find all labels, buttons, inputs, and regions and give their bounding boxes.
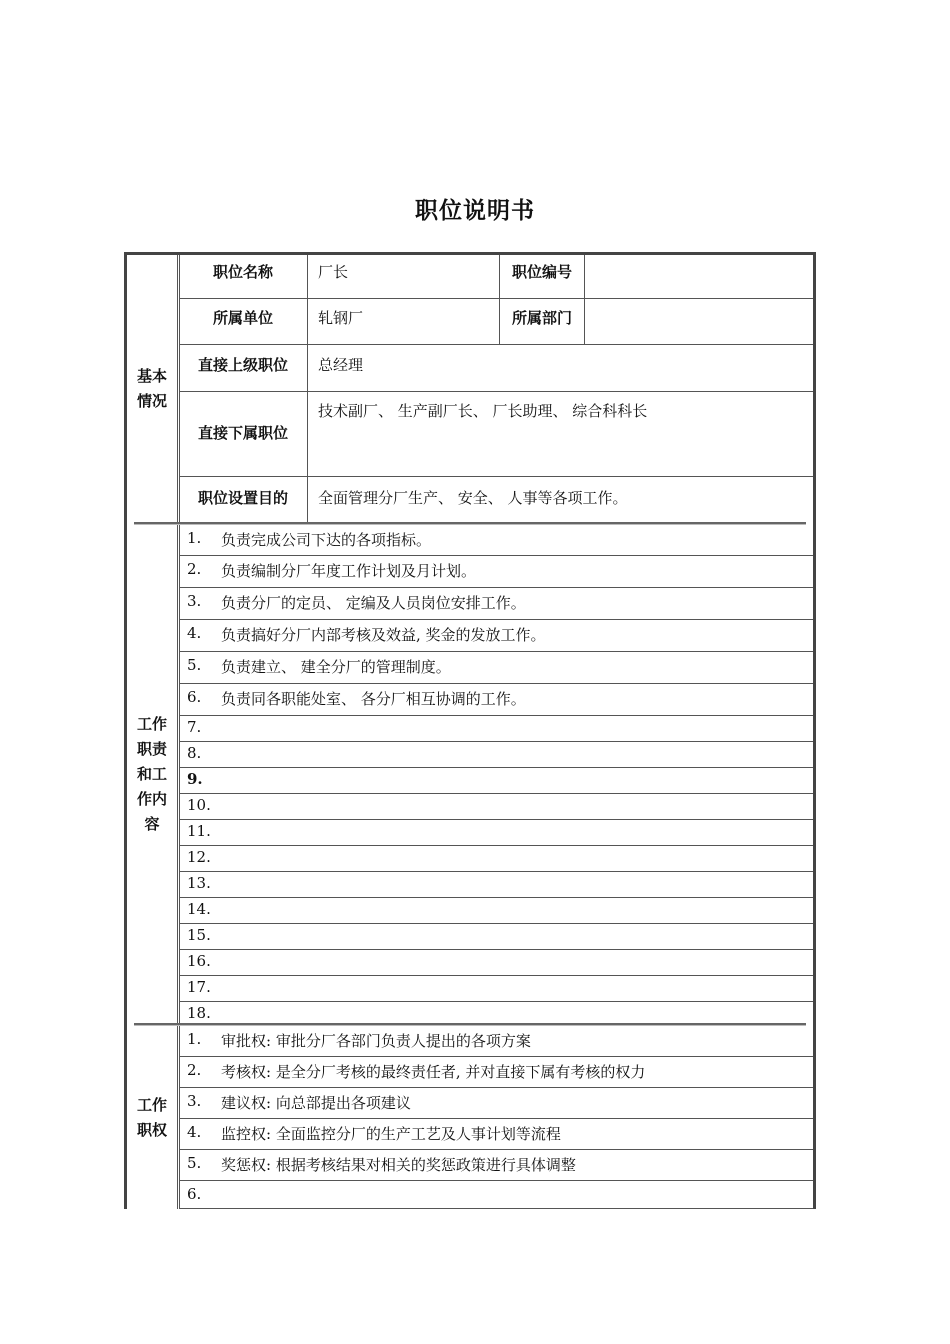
- authority-text: 考核权: 是全分厂考核的最终责任者, 并对直接下属有考核的权力: [221, 1063, 646, 1081]
- duty-text: 负责分厂的定员、 定编及人员岗位安排工作。: [221, 594, 526, 612]
- duty-number: 6.: [187, 688, 202, 706]
- duty-number: 1.: [187, 529, 202, 547]
- authority-item: [179, 1026, 813, 1057]
- duty-item: [179, 898, 813, 924]
- duty-number: 17.: [187, 978, 211, 996]
- duty-text: 负责同各职能处室、 各分厂相互协调的工作。: [221, 690, 526, 708]
- duty-item: [179, 716, 813, 742]
- authority-number: 1.: [187, 1030, 202, 1048]
- duty-item: [179, 924, 813, 950]
- row-purpose: [179, 477, 813, 523]
- duty-text: 负责搞好分厂内部考核及效益, 奖金的发放工作。: [221, 626, 546, 644]
- row-subordinate: [179, 392, 813, 477]
- duty-number: 2.: [187, 560, 202, 578]
- department-label: 所属部门: [500, 299, 585, 344]
- authority-item: [179, 1119, 813, 1150]
- position-code-value: [585, 255, 813, 298]
- position-name-value: 厂长: [308, 255, 500, 298]
- authority-item: [179, 1057, 813, 1088]
- duty-item: [179, 652, 813, 684]
- authority-number: 3.: [187, 1092, 202, 1110]
- duty-text: 负责完成公司下达的各项指标。: [221, 531, 432, 549]
- subordinate-label: 直接下属职位: [179, 392, 308, 476]
- authority-text: 审批权: 审批分厂各部门负责人提出的各项方案: [221, 1032, 531, 1050]
- duty-item: [179, 588, 813, 620]
- authority-number: 2.: [187, 1061, 202, 1079]
- duty-item: [179, 872, 813, 898]
- unit-label: 所属单位: [179, 299, 308, 344]
- duty-item: [179, 742, 813, 768]
- duty-number: 4.: [187, 624, 202, 642]
- purpose-value: 全面管理分厂生产、 安全、 人事等各项工作。: [318, 489, 628, 507]
- duty-item: [179, 768, 813, 794]
- duty-number: 16.: [187, 952, 211, 970]
- duty-number: 13.: [187, 874, 211, 892]
- duty-number: 18.: [187, 1004, 211, 1022]
- duty-number: 11.: [187, 822, 211, 840]
- duty-number: 3.: [187, 592, 202, 610]
- authority-number: 5.: [187, 1154, 202, 1172]
- authority-number: 6.: [187, 1185, 202, 1203]
- duty-item: [179, 684, 813, 716]
- duty-item: [179, 525, 813, 556]
- basic-info-section: [127, 255, 813, 523]
- duty-text: 负责编制分厂年度工作计划及月计划。: [221, 562, 477, 580]
- department-value: [585, 299, 813, 344]
- document-title: 职位说明书: [415, 198, 535, 224]
- authority-text: 建议权: 向总部提出各项建议: [221, 1094, 411, 1112]
- basic-info-label: 基本情况: [127, 255, 178, 523]
- duty-item: [179, 794, 813, 820]
- duty-number: 15.: [187, 926, 211, 944]
- duty-item: [179, 620, 813, 652]
- row-unit: [179, 299, 813, 345]
- purpose-label: 职位设置目的: [179, 477, 308, 523]
- authority-label: 工作职权: [127, 1026, 178, 1209]
- position-code-label: 职位编号: [500, 255, 585, 298]
- duties-label: 工作职责和工作内容: [127, 525, 178, 1023]
- duty-item: [179, 976, 813, 1002]
- authority-text: 奖惩权: 根据考核结果对相关的奖惩政策进行具体调整: [221, 1156, 576, 1174]
- position-name-label: 职位名称: [179, 255, 308, 298]
- unit-value: 轧钢厂: [308, 299, 500, 344]
- authority-text: 监控权: 全面监控分厂的生产工艺及人事计划等流程: [221, 1125, 561, 1143]
- duty-number: 12.: [187, 848, 211, 866]
- duty-number: 14.: [187, 900, 211, 918]
- duty-number: 9.: [187, 770, 203, 788]
- duty-item: [179, 950, 813, 976]
- duty-item: [179, 820, 813, 846]
- row-superior: [179, 345, 813, 392]
- superior-label: 直接上级职位: [179, 345, 308, 391]
- duties-section: [127, 525, 813, 1023]
- duty-item: [179, 846, 813, 872]
- duty-item: [179, 556, 813, 588]
- authority-item: [179, 1088, 813, 1119]
- duty-text: 负责建立、 建全分厂的管理制度。: [221, 658, 451, 676]
- subordinate-value: 技术副厂、 生产副厂长、 厂长助理、 综合科科长: [318, 402, 648, 420]
- authority-item: [179, 1150, 813, 1181]
- duty-number: 5.: [187, 656, 202, 674]
- authority-number: 4.: [187, 1123, 202, 1141]
- superior-value: 总经理: [318, 356, 364, 374]
- authority-item: [179, 1181, 813, 1209]
- duty-number: 10.: [187, 796, 211, 814]
- duty-number: 8.: [187, 744, 202, 762]
- row-position-name: [179, 255, 813, 299]
- authority-section: [127, 1026, 813, 1209]
- duty-number: 7.: [187, 718, 202, 736]
